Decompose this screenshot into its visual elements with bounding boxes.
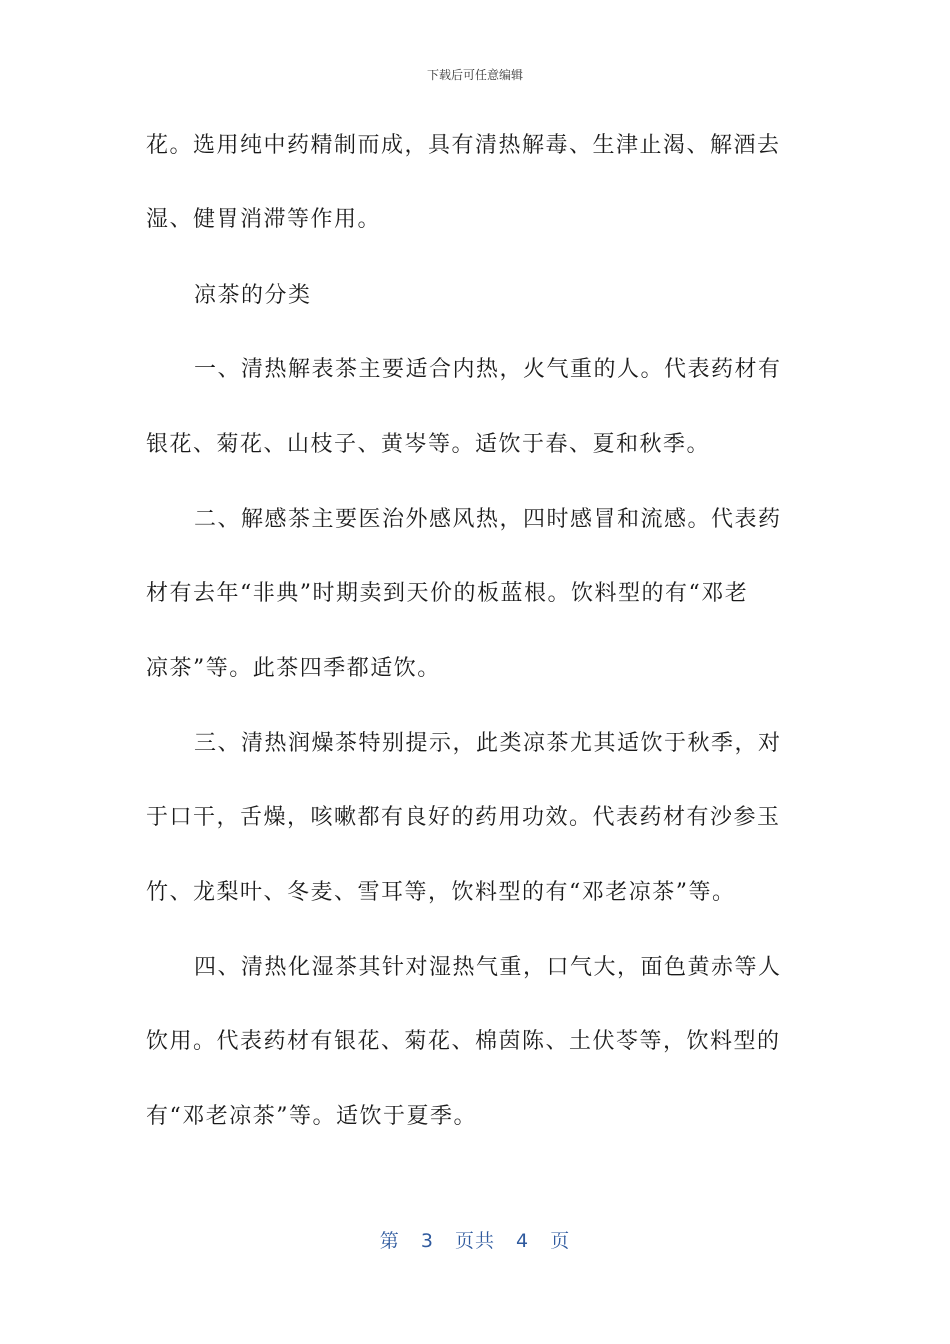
- body-line-11: 竹、龙梨叶、冬麦、雪耳等，饮料型的有“邓老凉茶”等。: [146, 880, 736, 905]
- body-line-14: 有“邓老凉茶”等。适饮于夏季。: [146, 1104, 477, 1129]
- body-line-6: 二、解感茶主要医治外感风热，四时感冒和流感。代表药: [194, 507, 782, 532]
- body-line-13: 饮用。代表药材有银花、菊花、棉茵陈、土伏苓等，饮料型的: [146, 1029, 781, 1054]
- footer-prefix: 第: [379, 1230, 400, 1252]
- footer-current-page: 3: [420, 1230, 434, 1252]
- body-line-1: 花。选用纯中药精制而成，具有清热解毒、生津止渴、解酒去: [146, 133, 781, 158]
- body-line-4: 一、清热解表茶主要适合内热，火气重的人。代表药材有: [194, 357, 782, 382]
- body-line-9: 三、清热润燥茶特别提示，此类凉茶尤其适饮于秋季，对: [194, 731, 782, 756]
- body-line-10: 于口干，舌燥，咳嗽都有良好的药用功效。代表药材有沙参玉: [146, 805, 781, 830]
- body-line-12: 四、清热化湿茶其针对湿热气重，口气大，面色黄赤等人: [194, 955, 782, 980]
- section-heading: 凉茶的分类: [194, 283, 312, 308]
- footer-suffix: 页: [550, 1230, 571, 1252]
- footer-middle: 页共: [454, 1230, 495, 1252]
- body-line-2: 湿、健胃消滞等作用。: [146, 207, 382, 232]
- body-line-7: 材有去年“非典”时期卖到天价的板蓝根。饮料型的有“邓老: [146, 581, 749, 606]
- page-header: 下载后可任意编辑: [426, 68, 523, 82]
- body-line-5: 银花、菊花、山枝子、黄岑等。适饮于春、夏和秋季。: [146, 432, 711, 457]
- body-line-8: 凉茶”等。此茶四季都适饮。: [146, 656, 441, 681]
- page-footer: [0, 1226, 950, 1253]
- footer-total-pages: 4: [516, 1230, 530, 1252]
